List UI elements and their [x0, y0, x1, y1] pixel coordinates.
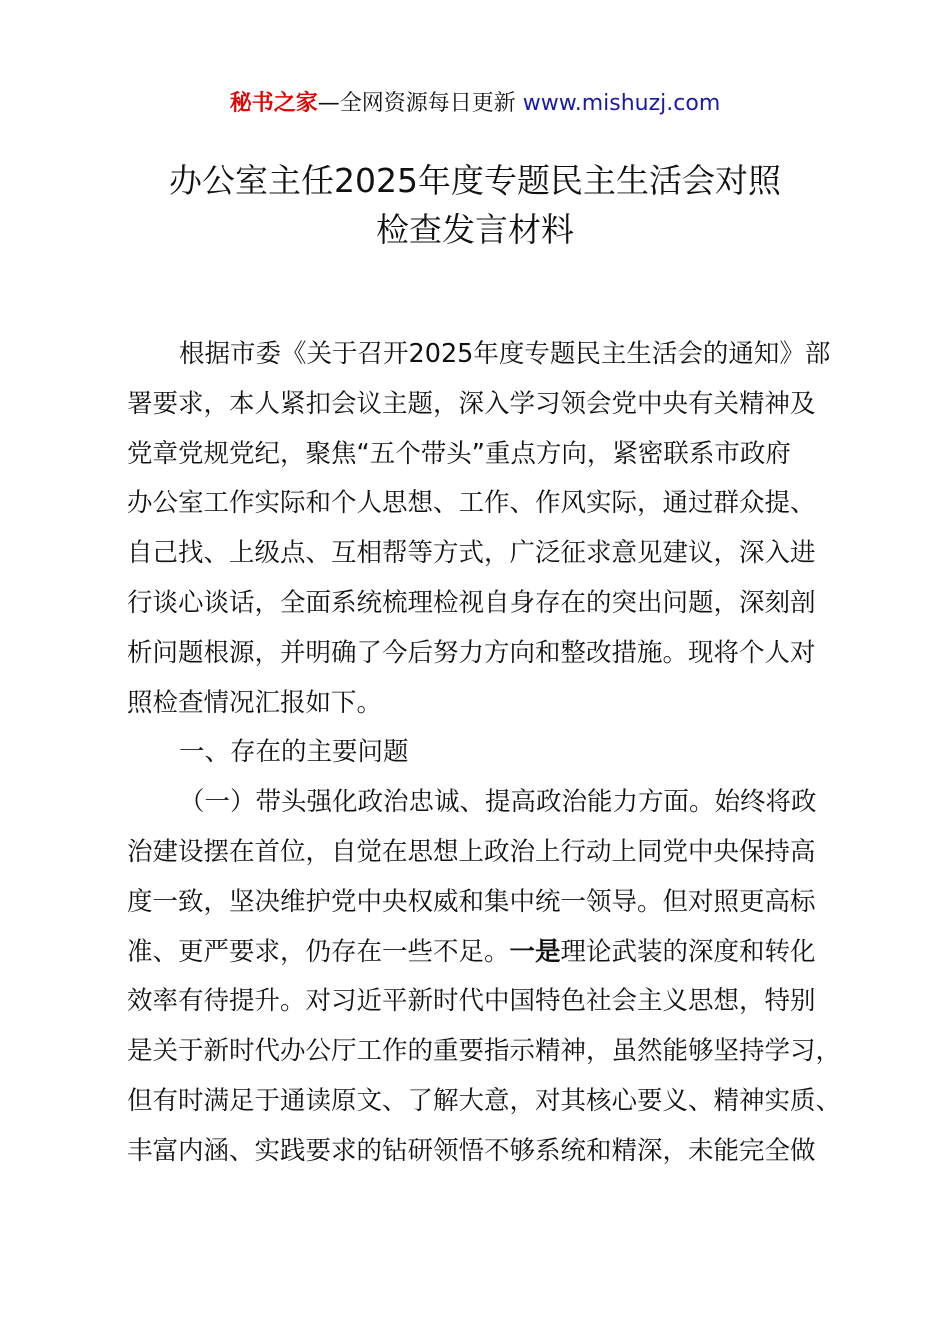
body-line: 丰富内涵、实践要求的钻研领悟不够系统和精深，未能完全做 — [127, 1135, 816, 1166]
mixed-text-before: 准、更严要求，仍存在一些不足。 — [127, 936, 510, 967]
title-line-1: 办公室主任2025年度专题民主生活会对照 — [169, 161, 781, 200]
body-line: 度一致，坚决维护党中央权威和集中统一领导。但对照更高标 — [127, 886, 816, 917]
body-line: 治建设摆在首位，自觉在思想上政治上行动上同党中央保持高 — [127, 836, 816, 867]
document-title — [0, 156, 950, 254]
title-line-2: 检查发言材料 — [376, 210, 574, 249]
body-line: 析问题根源，并明确了今后努力方向和整改措施。现将个人对 — [127, 637, 816, 668]
brand-name: 秘书之家 — [229, 91, 318, 116]
body-line: 根据市委《关于召开2025年度专题民主生活会的通知》部 — [179, 339, 831, 369]
body-line: 党章党规党纪，聚焦“五个带头”重点方向，紧密联系市政府 — [127, 438, 791, 469]
mixed-text-after: 理论武装的深度和转化 — [560, 936, 816, 967]
body-line: 办公室工作实际和个人思想、工作、作风实际，通过群众提、 — [127, 488, 816, 519]
body-line: 署要求，本人紧扣会议主题，深入学习领会党中央有关精神及 — [127, 388, 816, 419]
site-header — [0, 88, 950, 120]
body-line: 自己找、上级点、互相帮等方式，广泛征求意见建议，深入进 — [127, 538, 816, 569]
body-line: 效率有待提升。对习近平新时代中国特色社会主义思想，特别 — [127, 986, 816, 1017]
header-tagline: —全网资源每日更新 — [317, 91, 523, 116]
site-url-link[interactable]: www.mishuzj.com — [522, 91, 721, 116]
body-line: 照检查情况汇报如下。 — [127, 687, 383, 718]
body-line-mixed — [127, 928, 837, 978]
section-heading: 一、存在的主要问题 — [179, 737, 409, 768]
body-line: （一）带头强化政治忠诚、提高政治能力方面。始终将政 — [179, 787, 817, 818]
bold-marker: 一是 — [509, 936, 561, 967]
body-line: 是关于新时代办公厅工作的重要指示精神，虽然能够坚持学习， — [127, 1036, 842, 1067]
document-body — [127, 330, 842, 1177]
body-line: 行谈心谈话，全面系统梳理检视自身存在的突出问题，深刻剖 — [127, 587, 816, 618]
body-line: 但有时满足于通读原文、了解大意，对其核心要义、精神实质、 — [127, 1085, 842, 1116]
